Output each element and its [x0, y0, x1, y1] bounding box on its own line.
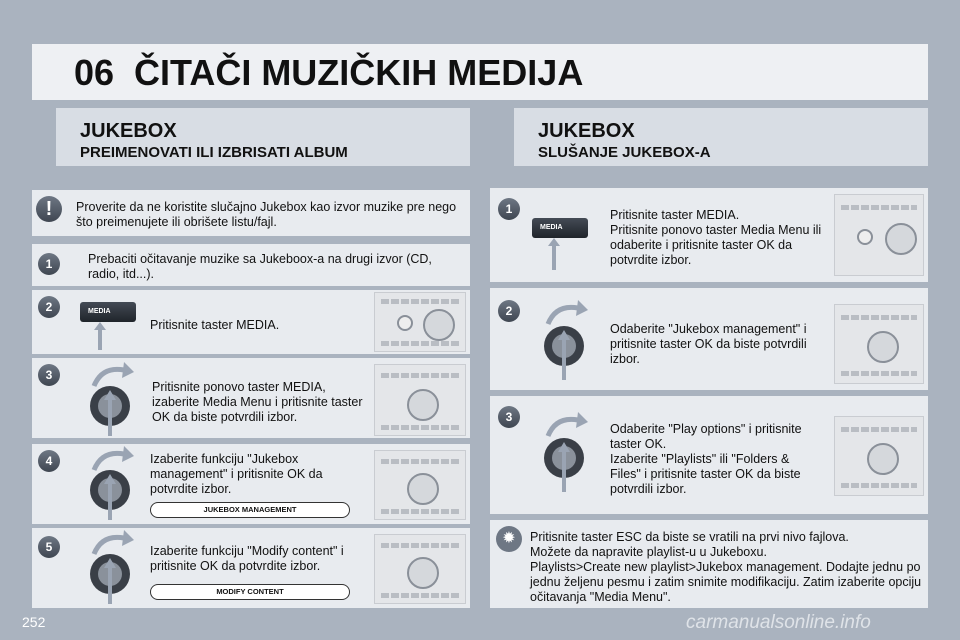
warning-text: Proverite da ne koristite slučajno Jukebox kao izvor muzike pre nego što preimenujete ili obrišete listu/fajl.	[76, 200, 457, 229]
left-step-5-text: Izaberite funkciju "Modify content" i pritisnite OK da potvrdite izbor.	[150, 544, 344, 573]
rotary-knob-icon	[540, 300, 592, 380]
radio-panel-image	[374, 292, 466, 352]
press-arrow-icon	[94, 322, 106, 350]
step-badge: 3	[38, 364, 60, 386]
left-step-2-text: Pritisnite taster MEDIA.	[150, 318, 280, 332]
media-button: MEDIA	[532, 218, 588, 238]
rotary-knob-icon	[86, 362, 138, 436]
left-step-1-text: Prebaciti očitavanje muzike sa Jukeboox-a na drugi izvor (CD, radio, itd...).	[88, 252, 432, 281]
right-step-2-text: Odaberite "Jukebox management" i pritisnite taster OK da biste potvrdili izbor.	[610, 322, 807, 366]
left-section-subtitle: PREIMENOVATI ILI IZBRISATI ALBUM	[80, 144, 348, 161]
rotary-knob-icon	[86, 530, 138, 604]
radio-panel-image	[834, 304, 924, 384]
rotary-knob-icon	[540, 412, 592, 492]
jukebox-management-label: JUKEBOX MANAGEMENT	[150, 502, 350, 518]
tip-text: Pritisnite taster ESC da biste se vratili na prvi nivo fajlova. Možete da napravite playlist-u u Jukeboxu. Playlists>Create new playlist>Jukebox management. Dodajte jednu po jednu željenu pesmu i zatim snimite modifikaciju. Zatim izaberite opciju očitavanja "Media Menu".	[530, 530, 922, 604]
press-arrow-icon	[548, 238, 560, 270]
page-title: ČITAČI MUZIČKIH MEDIJA	[134, 52, 584, 93]
step-badge: 5	[38, 536, 60, 558]
radio-panel-image	[374, 364, 466, 436]
step-badge: 2	[38, 296, 60, 318]
left-step-4-text: Izaberite funkciju "Jukebox management" i pritisnite OK da potvrdite izbor.	[150, 452, 323, 496]
step-badge: 1	[38, 253, 60, 275]
right-step-1-text: Pritisnite taster MEDIA. Pritisnite ponovo taster Media Menu ili odaberite i pritisnite taster OK da potvrdite izbor.	[610, 208, 822, 267]
warning-icon: !	[36, 196, 62, 222]
step-badge: 3	[498, 406, 520, 428]
page-number: 252	[22, 614, 46, 630]
chapter-number: 06	[74, 52, 115, 93]
right-step-3-text: Odaberite "Play options" i pritisnite taster OK. Izaberite "Playlists" ili "Folders & Files" i pritisnite taster OK da biste potvrdili izbor.	[610, 422, 802, 496]
radio-panel-image	[834, 416, 924, 496]
modify-content-label: MODIFY CONTENT	[150, 584, 350, 600]
radio-panel-image	[374, 450, 466, 520]
left-step-3-text: Pritisnite ponovo taster MEDIA, izaberite Media Menu i pritisnite taster OK da biste potvrdili izbor.	[152, 380, 363, 424]
rotary-knob-icon	[86, 446, 138, 520]
step-badge: 2	[498, 300, 520, 322]
right-section-subtitle: SLUŠANJE JUKEBOX-A	[538, 144, 711, 161]
step-badge: 1	[498, 198, 520, 220]
left-section-title: JUKEBOX	[80, 120, 177, 142]
sun-tip-icon: ✹	[496, 526, 522, 552]
radio-panel-image	[374, 534, 466, 604]
watermark: carmanualsonline.info	[686, 612, 871, 633]
right-section-title: JUKEBOX	[538, 120, 635, 142]
step-badge: 4	[38, 450, 60, 472]
media-button: MEDIA	[80, 302, 136, 322]
radio-panel-image	[834, 194, 924, 276]
